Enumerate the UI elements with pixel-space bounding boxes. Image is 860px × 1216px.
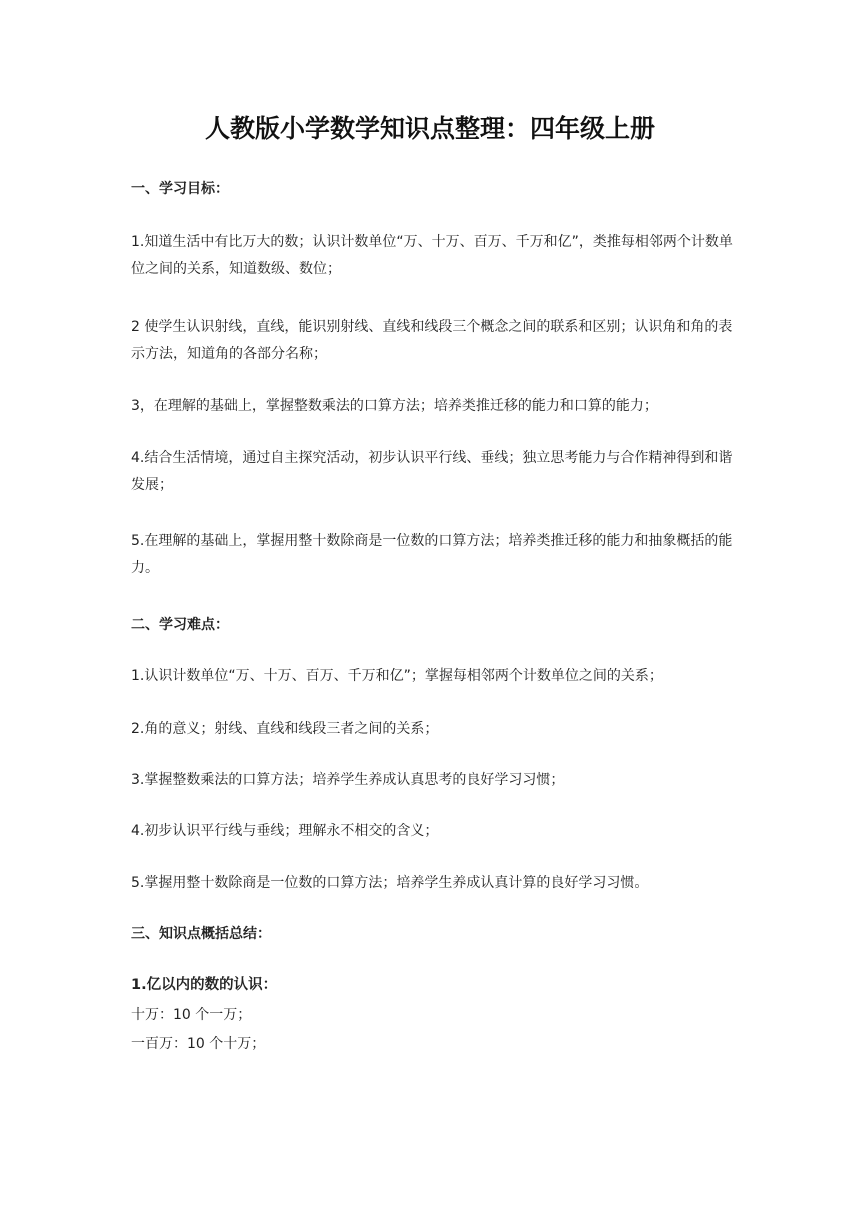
goal-item-5: 5.在理解的基础上，掌握用整十数除商是一位数的口算方法；培养类推迁移的能力和抽象概括的能力。 (131, 533, 733, 576)
summary-line-1: 十万：10 个一万； (131, 1007, 252, 1023)
summary-subheading-large-numbers: 1.亿以内的数的认识： (131, 977, 278, 993)
goal-item-2: 2 使学生认识射线，直线，能识别射线、直线和线段三个概念之间的联系和区别；认识角和角的表示方法，知道角的各部分名称； (131, 319, 733, 362)
document-title: 人教版小学数学知识点整理：四年级上册 (204, 114, 655, 143)
summary-line-2: 一百万：10 个十万； (131, 1036, 266, 1052)
difficulty-item-2: 2.角的意义；射线、直线和线段三者之间的关系； (131, 721, 439, 737)
goal-item-3: 3，在理解的基础上，掌握整数乘法的口算方法；培养类推迁移的能力和口算的能力； (131, 398, 658, 414)
section-heading-summary: 三、知识点概括总结： (131, 926, 271, 942)
section-heading-difficulties: 二、学习难点： (131, 617, 229, 633)
difficulty-item-1: 1.认识计数单位“万、十万、百万、千万和亿”；掌握每相邻两个计数单位之间的关系； (131, 668, 663, 684)
difficulty-item-3: 3.掌握整数乘法的口算方法；培养学生养成认真思考的良好学习习惯； (131, 772, 565, 788)
goal-item-1: 1.知道生活中有比万大的数；认识计数单位“万、十万、百万、千万和亿”，类推每相邻两个计数单位之间的关系，知道数级、数位； (131, 234, 733, 277)
difficulty-item-4: 4.初步认识平行线与垂线；理解永不相交的含义； (131, 823, 439, 839)
difficulty-item-5: 5.掌握用整十数除商是一位数的口算方法；培养学生养成认真计算的良好学习习惯。 (131, 875, 649, 891)
goal-item-4: 4.结合生活情境，通过自主探究活动，初步认识平行线、垂线；独立思考能力与合作精神得到和谐发展； (131, 450, 733, 493)
section-heading-learning-goals: 一、学习目标： (131, 181, 229, 197)
